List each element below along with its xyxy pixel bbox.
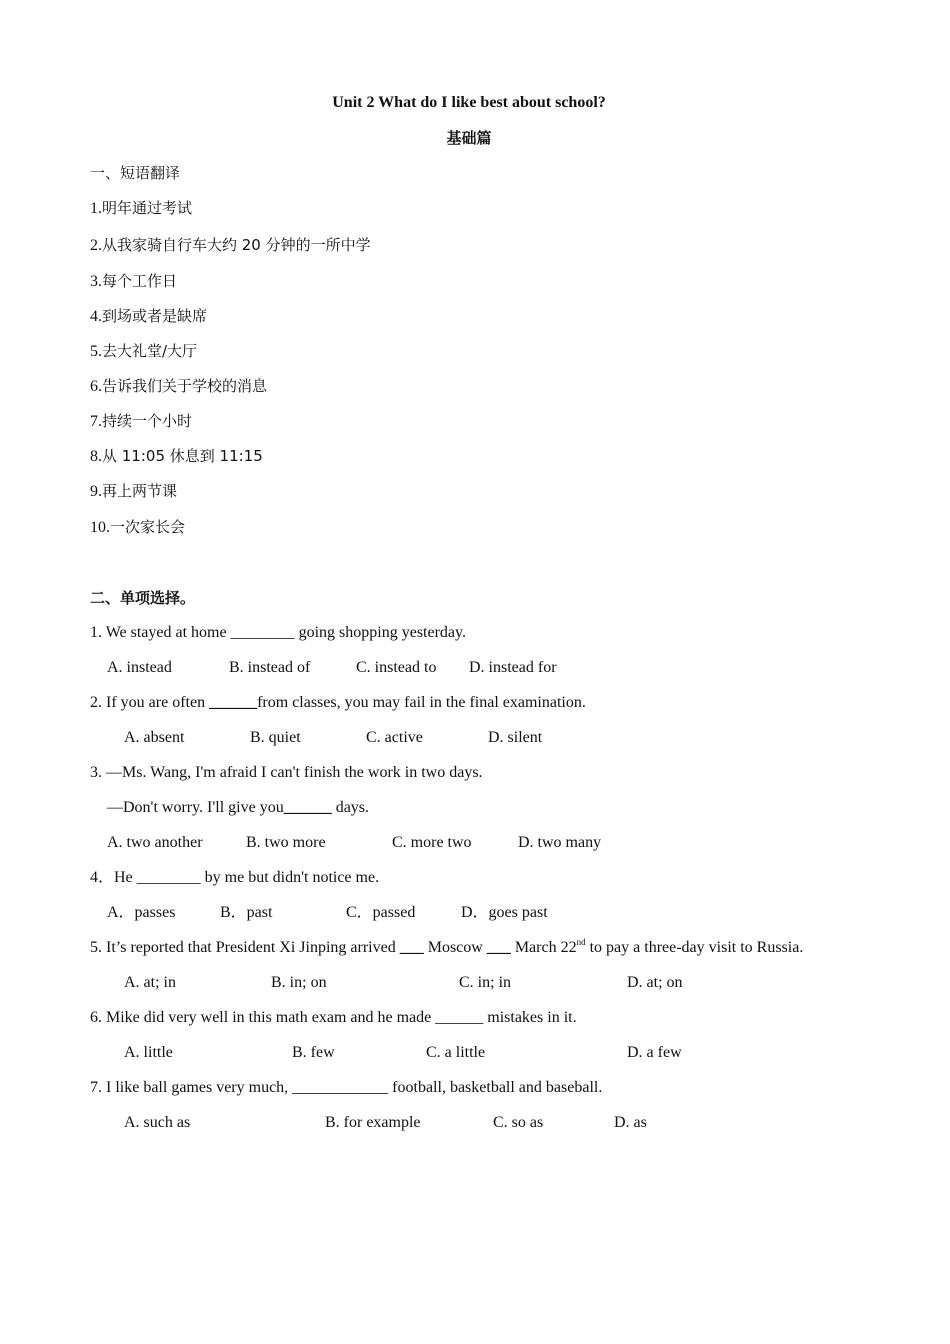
answer-blank: ____________ [292, 1079, 389, 1096]
option-d: D．goes past [461, 904, 548, 921]
page-title: Unit 2 What do I like best about school? [332, 94, 606, 111]
answer-blank: ______ [283, 799, 332, 816]
question-3: 3. —Ms. Wang, I'm afraid I can't finish the work in two days. [90, 764, 483, 781]
phrase-item: 8.从 11:05 休息到 11:15 [90, 447, 263, 465]
answer-blank: ___ [399, 939, 424, 956]
phrase-item: 1.明年通过考试 [90, 199, 193, 217]
section2-heading: 二、单项选择。 [90, 589, 196, 607]
phrase-item: 9.再上两节课 [90, 482, 178, 500]
option-c: C．passed [346, 904, 416, 921]
option-d: D. two many [518, 834, 602, 851]
option-a: A. little [124, 1044, 173, 1061]
page-subtitle: 基础篇 [446, 129, 492, 147]
phrase-item: 6.告诉我们关于学校的消息 [90, 377, 268, 395]
option-b: B. in; on [271, 974, 327, 991]
option-c: C. in; in [459, 974, 512, 991]
option-b: B. quiet [250, 729, 301, 746]
phrase-item: 2.从我家骑自行车大约 20 分钟的一所中学 [90, 236, 371, 254]
question-2: 2. If you are often ______from classes, you may fail in the final examination. [90, 694, 586, 711]
answer-blank: ________ [136, 869, 201, 886]
option-c: C. more two [392, 834, 472, 851]
option-d: D. a few [627, 1044, 682, 1061]
phrase-item: 10.一次家长会 [90, 518, 186, 536]
phrase-item: 7.持续一个小时 [90, 412, 193, 430]
question-4: 4．He ________ by me but didn't notice me. [90, 869, 380, 886]
question-1: 1. We stayed at home ________ going shopping yesterday. [90, 624, 466, 641]
option-b: B. for example [325, 1114, 421, 1131]
option-b: B. instead of [229, 659, 311, 676]
option-d: D. silent [488, 729, 543, 746]
answer-blank: ______ [435, 1009, 484, 1026]
option-a: A. such as [124, 1114, 191, 1131]
answer-blank: ___ [486, 939, 511, 956]
option-a: A．passes [107, 904, 176, 921]
phrase-item: 5.去大礼堂/大厅 [90, 342, 198, 360]
option-c: C. active [366, 729, 423, 746]
option-b: B. few [292, 1044, 335, 1061]
option-a: A. instead [107, 659, 172, 676]
question-7: 7. I like ball games very much, ____________ football, basketball and baseball. [90, 1079, 603, 1096]
answer-blank: ________ [230, 624, 295, 641]
phrase-item: 4.到场或者是缺席 [90, 307, 208, 325]
question-3-reply: —Don't worry. I'll give you______ days. [107, 799, 370, 816]
section1-heading: 一、短语翻译 [90, 164, 181, 182]
option-c: C. a little [426, 1044, 486, 1061]
phrase-item: 3.每个工作日 [90, 272, 178, 290]
question-5: 5. It’s reported that President Xi Jinping arrived ___ Moscow ___ March 22nd to pay a three-day visit to Russia. [90, 937, 804, 956]
option-c: C. so as [493, 1114, 544, 1131]
option-a: A. absent [124, 729, 185, 746]
answer-blank: ______ [209, 694, 258, 711]
option-b: B. two more [246, 834, 326, 851]
option-b: B．past [220, 904, 273, 921]
option-c: C. instead to [356, 659, 437, 676]
option-a: A. two another [107, 834, 203, 851]
question-6: 6. Mike did very well in this math exam and he made ______ mistakes in it. [90, 1009, 577, 1026]
option-d: D. at; on [627, 974, 683, 991]
option-d: D. as [614, 1114, 647, 1131]
option-a: A. at; in [124, 974, 176, 991]
option-d: D. instead for [469, 659, 557, 676]
